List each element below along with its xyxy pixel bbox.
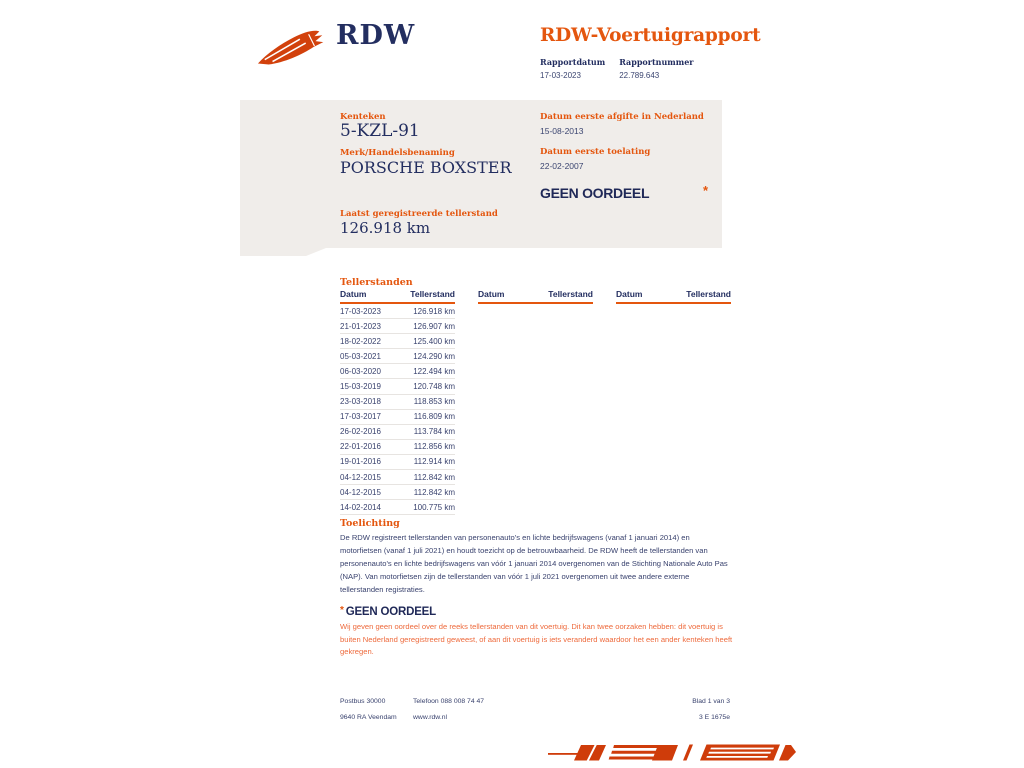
geen-oordeel-body: Wij geven geen oordeel over de reeks tellerstanden van dit voertuig. Dit kan twee oorzaken hebben: dit voertuig is buiten Nederland geregistreerd geweest, of aan dit voertuig is iets veranderd waardoor het een ander kenteken heeft gekregen. — [340, 622, 733, 656]
row-tellerstand: 124.290 km — [413, 351, 455, 361]
oordeel-status: GEEN OORDEEL — [540, 185, 650, 201]
toelating-label: Datum eerste toelating — [540, 147, 651, 157]
oordeel-asterisk: * — [703, 183, 709, 198]
row-tellerstand: 100.775 km — [413, 502, 455, 512]
geen-oordeel-heading — [340, 605, 436, 618]
kenteken-label: Kenteken — [340, 112, 386, 122]
row-datum: 19-01-2016 — [340, 457, 381, 467]
col-datum: Datum — [340, 289, 367, 299]
table-row — [340, 395, 455, 410]
row-tellerstand: 118.853 km — [413, 397, 455, 407]
footer-address-line1: Postbus 30000 — [340, 698, 386, 705]
toelichting-body: De RDW registreert tellerstanden van personenauto's en lichte bedrijfswagens (vanaf 1 januari 2014) en motorfietsen (vanaf 1 juli 2021) en houdt toezicht op de betrouwbaarheid. De RDW heeft de tellerstanden van personenauto's en lichte bedrijfswagens van vóór 1 januari 2014 overgenomen van de Stichting Nationale Auto Pas (NAP). Van motorfietsen zijn de tellerstanden van vóór 1 juli 2021 overgenomen uit twee andere externe tellerstanden registraties. — [340, 533, 728, 594]
footer-page-number: Blad 1 van 3 — [692, 698, 730, 705]
kenteken-value: 5-KZL-91 — [340, 121, 420, 141]
geen-oordeel-title: GEEN OORDEEL — [345, 606, 436, 618]
table-row — [340, 500, 455, 515]
table-group-3 — [616, 289, 731, 515]
table-group-1 — [340, 289, 455, 515]
table-row — [340, 349, 455, 364]
toelichting-title: Toelichting — [340, 518, 400, 529]
report-date-value: 17-03-2023 — [540, 71, 581, 80]
report-number-block — [619, 57, 693, 80]
meter-rows — [340, 304, 455, 515]
col-tellerstand: Tellerstand — [410, 289, 455, 299]
row-datum: 17-03-2017 — [340, 412, 381, 422]
toelating-value: 22-02-2007 — [540, 161, 584, 171]
table-row — [340, 334, 455, 349]
row-datum: 17-03-2023 — [340, 306, 381, 316]
report-number-value: 22.789.643 — [619, 71, 660, 80]
report-number-label: Rapportnummer — [619, 57, 694, 67]
vehicle-summary-panel — [240, 100, 722, 256]
row-datum: 22-01-2016 — [340, 442, 381, 452]
col-datum: Datum — [478, 289, 505, 299]
tellerstand-value: 126.918 km — [340, 219, 431, 237]
col-tellerstand: Tellerstand — [548, 289, 593, 299]
footer-website: www.rdw.nl — [413, 714, 447, 721]
table-row — [340, 379, 455, 394]
footer-address — [340, 694, 397, 726]
row-tellerstand: 112.842 km — [413, 487, 455, 497]
row-datum: 18-02-2022 — [340, 336, 381, 346]
report-meta — [540, 57, 694, 80]
table-group-2 — [478, 289, 593, 515]
row-tellerstand: 112.914 km — [413, 457, 455, 467]
row-tellerstand: 113.784 km — [413, 427, 455, 437]
tellerstand-label: Laatst geregistreerde tellerstand — [340, 209, 498, 219]
rdw-wing-logo-icon — [255, 22, 333, 68]
geen-oordeel-marker: * — [340, 605, 344, 616]
row-tellerstand: 120.748 km — [413, 382, 455, 392]
row-datum: 21-01-2023 — [340, 321, 381, 331]
logo-text: RDW — [336, 20, 416, 51]
row-tellerstand: 112.856 km — [413, 442, 455, 452]
table-header — [616, 289, 731, 304]
row-tellerstand: 126.918 km — [413, 306, 455, 316]
table-header — [478, 289, 593, 304]
row-datum: 04-12-2015 — [340, 472, 381, 482]
afgifte-value: 15-08-2013 — [540, 126, 584, 136]
table-row — [340, 485, 455, 500]
afgifte-label: Datum eerste afgifte in Nederland — [540, 112, 704, 122]
table-header — [340, 289, 455, 304]
tellerstanden-title: Tellerstanden — [340, 277, 413, 288]
table-row — [340, 410, 455, 425]
merk-value: PORSCHE BOXSTER — [340, 158, 512, 177]
table-row — [340, 425, 455, 440]
tellerstanden-table — [340, 289, 732, 515]
row-tellerstand: 126.907 km — [413, 321, 455, 331]
row-datum: 06-03-2020 — [340, 366, 381, 376]
row-tellerstand: 122.494 km — [413, 366, 455, 376]
row-tellerstand: 112.842 km — [413, 472, 455, 482]
col-tellerstand: Tellerstand — [686, 289, 731, 299]
report-date-block — [540, 57, 605, 80]
table-row — [340, 455, 455, 470]
col-datum: Datum — [616, 289, 643, 299]
footer-contact — [413, 694, 484, 726]
report-date-label: Rapportdatum — [540, 57, 606, 67]
row-tellerstand: 116.809 km — [413, 412, 455, 422]
footer-pageinfo — [692, 694, 730, 726]
footer-address-line2: 9640 RA Veendam — [340, 714, 397, 721]
table-row — [340, 304, 455, 319]
table-row — [340, 319, 455, 334]
table-row — [340, 470, 455, 485]
row-datum: 26-02-2016 — [340, 427, 381, 437]
row-tellerstand: 125.400 km — [413, 336, 455, 346]
table-row — [340, 440, 455, 455]
footer-form-code: 3 E 1675e — [699, 714, 730, 721]
footer-phone: Telefoon 088 008 74 47 — [413, 698, 485, 705]
speed-stripes-graphic-icon — [548, 743, 796, 766]
page-title: RDW-Voertuigrapport — [540, 25, 761, 46]
row-datum: 04-12-2015 — [340, 487, 381, 497]
row-datum: 15-03-2019 — [340, 382, 381, 392]
table-row — [340, 364, 455, 379]
merk-label: Merk/Handelsbenaming — [340, 148, 455, 158]
row-datum: 23-03-2018 — [340, 397, 381, 407]
row-datum: 14-02-2014 — [340, 502, 381, 512]
row-datum: 05-03-2021 — [340, 351, 381, 361]
